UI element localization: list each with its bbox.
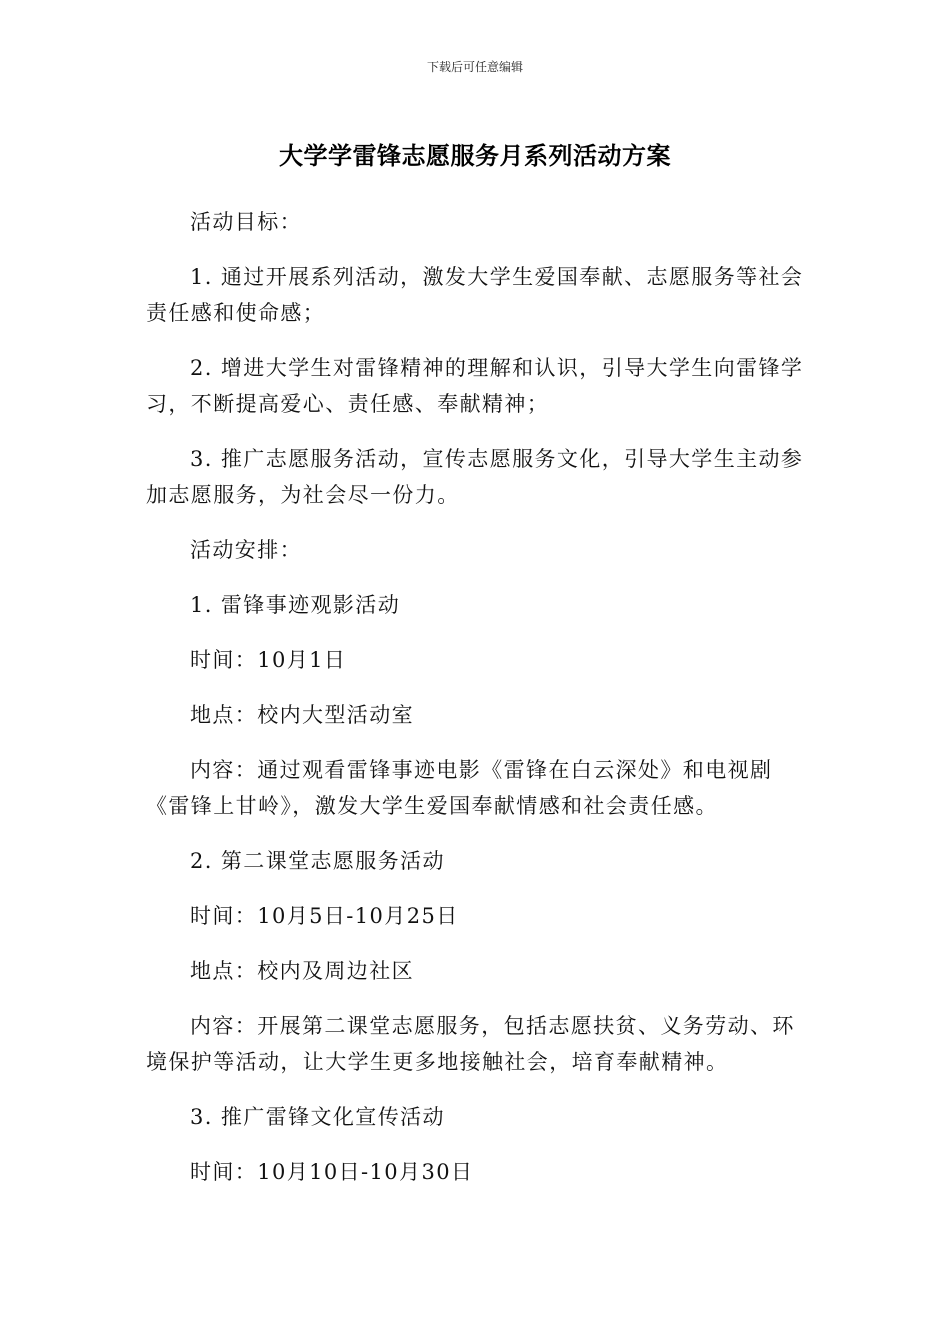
paragraph-activity-3-title: 3. 推广雷锋文化宣传活动 bbox=[190, 1105, 445, 1129]
paragraph-activity-1-title: 1. 雷锋事迹观影活动 bbox=[190, 593, 401, 617]
paragraph-activity-2-content: 内容：开展第二课堂志愿服务，包括志愿扶贫、义务劳动、环境保护等活动，让大学生更多地接触社会，培育奉献精神。 bbox=[146, 1014, 795, 1074]
paragraph-activity-2-place: 地点：校内及周边社区 bbox=[190, 959, 414, 983]
paragraph-activity-1-place: 地点：校内大型活动室 bbox=[190, 703, 414, 727]
paragraph-activity-3-time: 时间：10月10日-10月30日 bbox=[190, 1160, 474, 1184]
paragraph-activity-2-time: 时间：10月5日-10月25日 bbox=[190, 904, 459, 928]
paragraph-goal-3: 3. 推广志愿服务活动，宣传志愿服务文化，引导大学生主动参加志愿服务，为社会尽一份力。 bbox=[146, 447, 804, 507]
paragraph-goal-1: 1. 通过开展系列活动，激发大学生爱国奉献、志愿服务等社会责任感和使命感； bbox=[146, 265, 804, 325]
paragraph-schedule-heading: 活动安排： bbox=[190, 538, 302, 562]
paragraph-activity-1-time: 时间：10月1日 bbox=[190, 648, 347, 672]
document-body bbox=[146, 204, 806, 1209]
paragraph-activity-2-title: 2. 第二课堂志愿服务活动 bbox=[190, 849, 445, 873]
paragraph-activity-1-content: 内容：通过观看雷锋事迹电影《雷锋在白云深处》和电视剧《雷锋上甘岭》，激发大学生爱国奉献情感和社会责任感。 bbox=[146, 758, 773, 818]
document-title: 大学学雷锋志愿服务月系列活动方案 bbox=[279, 142, 671, 170]
paragraph-goals-heading: 活动目标： bbox=[190, 210, 302, 234]
header-note: 下载后可任意编辑 bbox=[426, 60, 523, 74]
paragraph-goal-2: 2. 增进大学生对雷锋精神的理解和认识，引导大学生向雷锋学习，不断提高爱心、责任感、奉献精神； bbox=[146, 356, 804, 416]
